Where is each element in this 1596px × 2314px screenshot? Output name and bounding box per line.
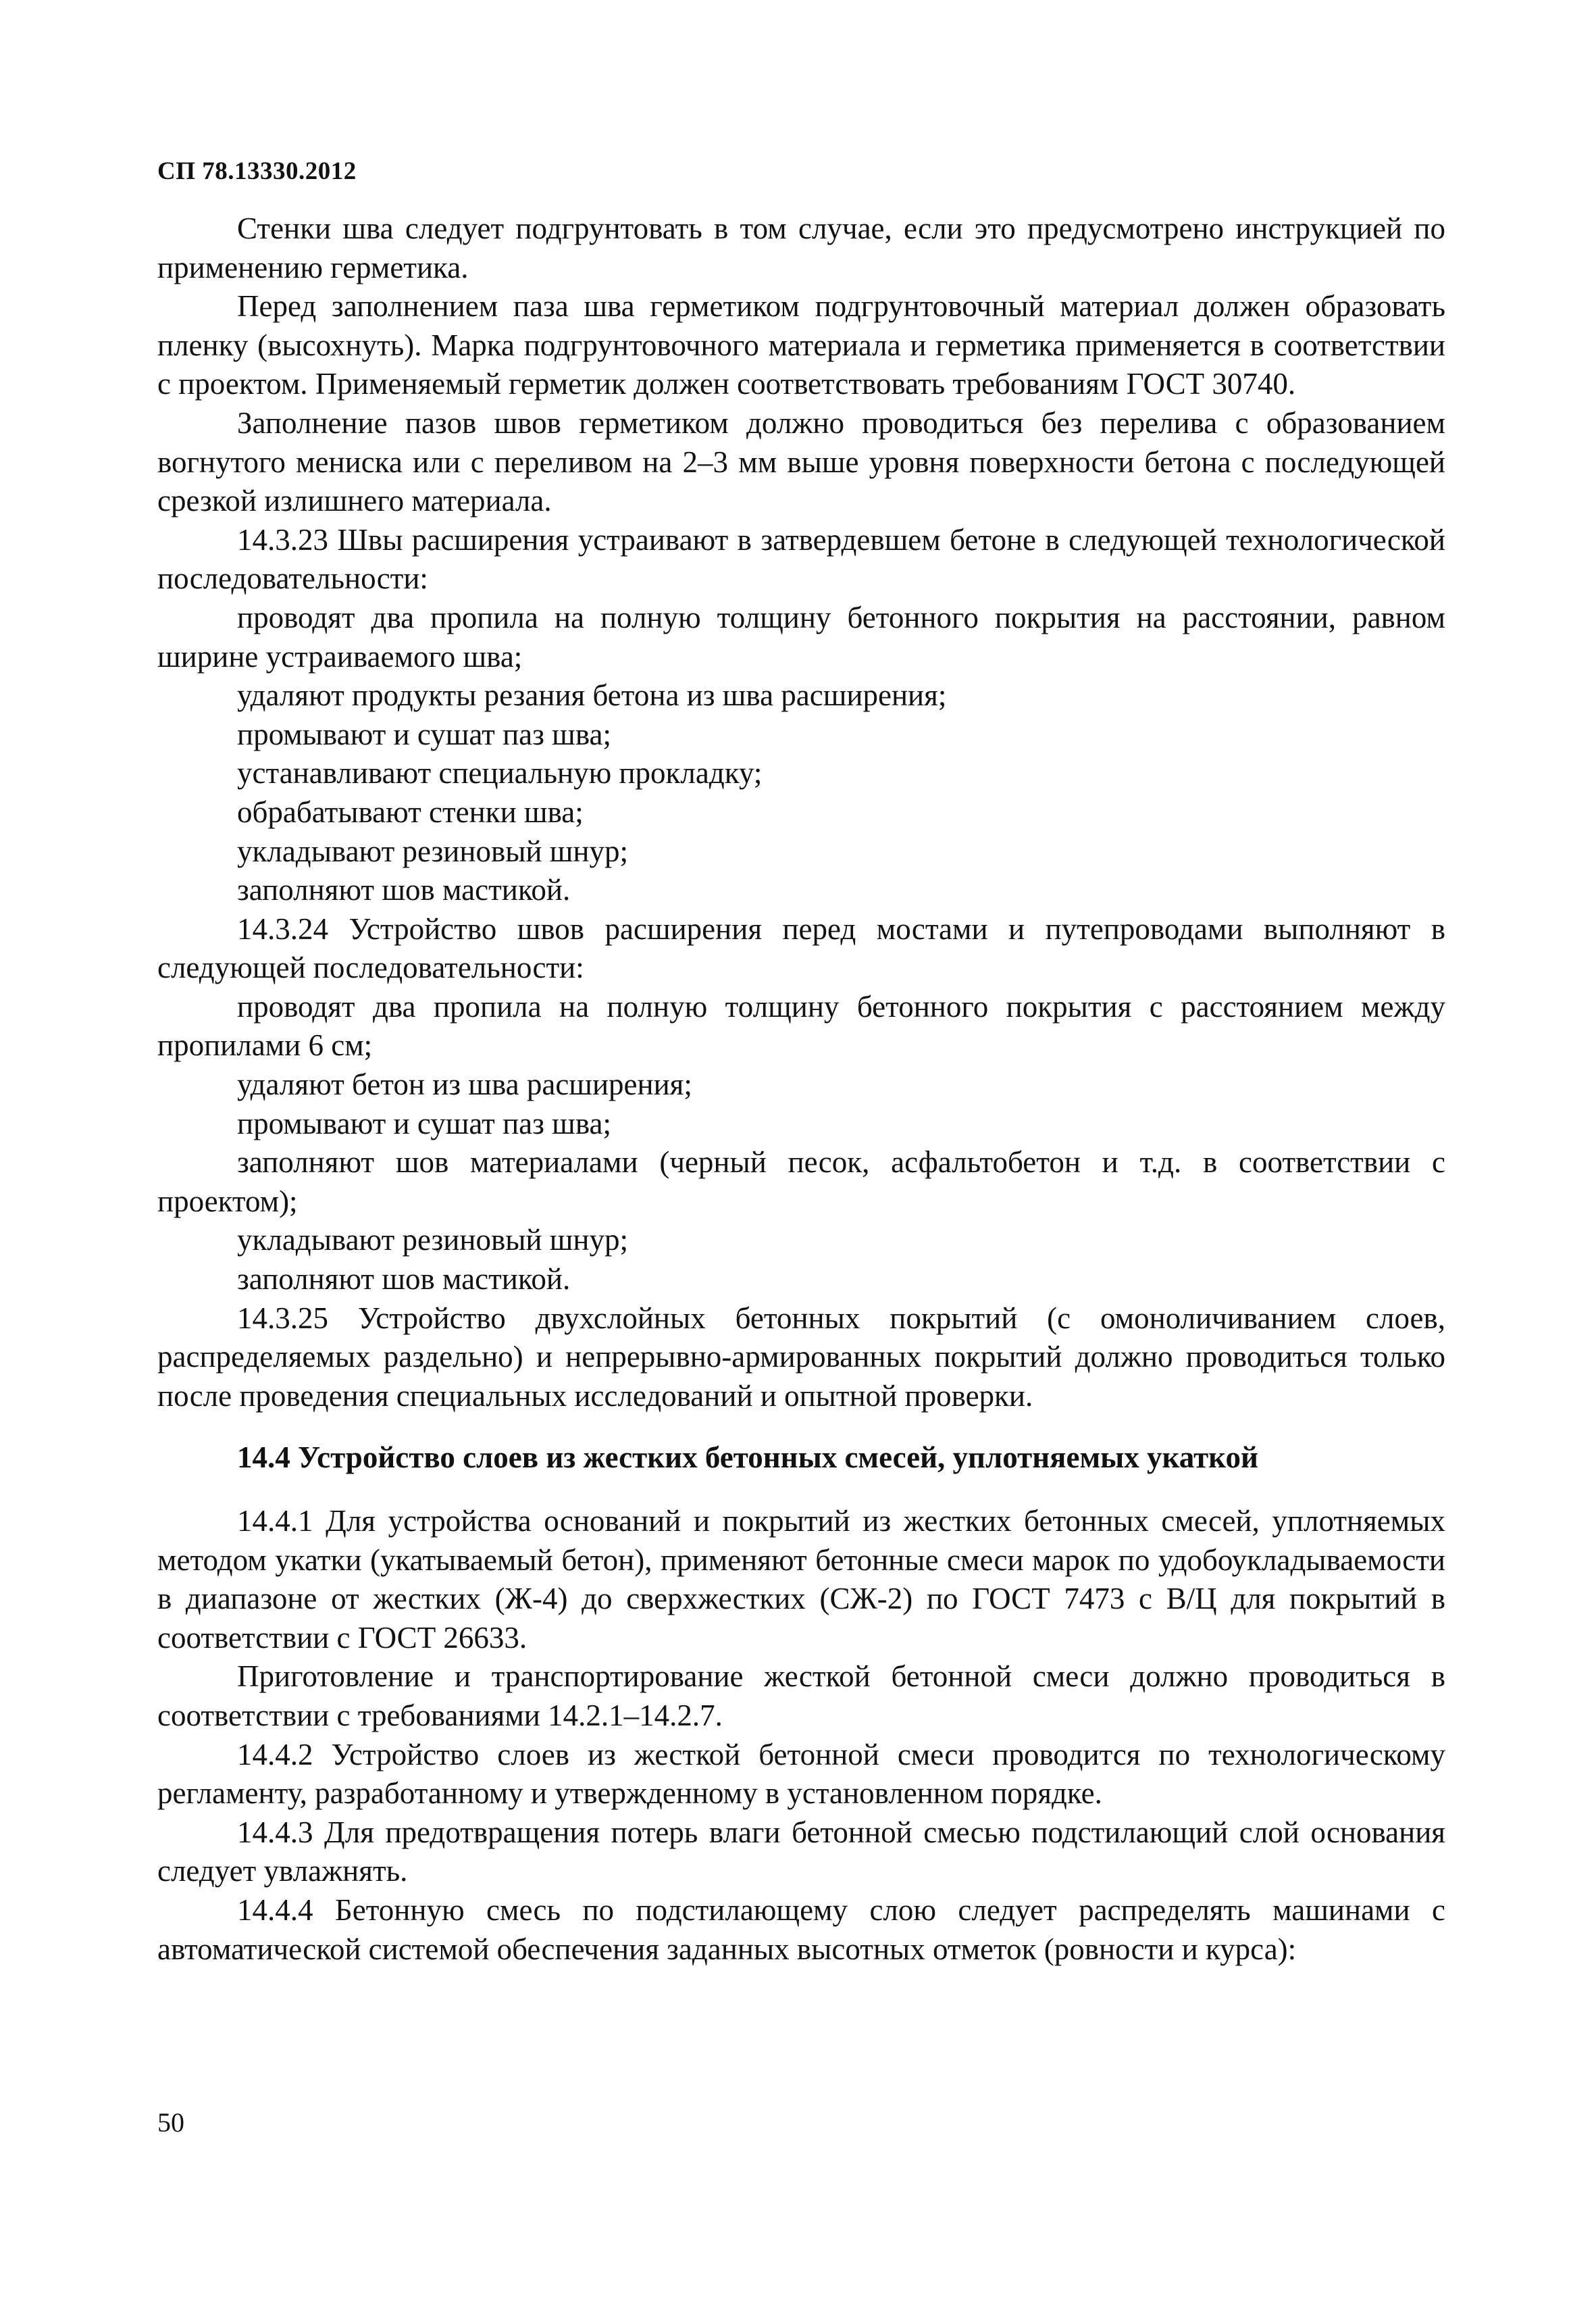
paragraph: Приготовление и транспортирование жесткой бетонной смеси должно проводиться в соответствии с требованиями 14.2.1–14.2.7. bbox=[157, 1659, 1445, 1732]
list-item: обрабатывают стенки шва; bbox=[237, 795, 584, 829]
paragraph: Перед заполнением паза шва герметиком подгрунтовочный материал должен образовать пленку (высохнуть). Марка подгрунтовочного материала и герметика применяется в соответствии с проектом. Применяемый герметик должен соответствовать требованиям ГОСТ 30740. bbox=[157, 289, 1445, 401]
list-item: укладывают резиновый шнур; bbox=[237, 834, 629, 868]
clause-14-3-23: 14.3.23 Швы расширения устраивают в затвердевшем бетоне в следующей технологической последовательности: bbox=[157, 522, 1445, 596]
document-body bbox=[157, 209, 1445, 1969]
list-item: заполняют шов мастикой. bbox=[237, 873, 571, 907]
list-item: удаляют бетон из шва расширения; bbox=[237, 1067, 692, 1102]
list-item: устанавливают специальную прокладку; bbox=[237, 756, 763, 790]
list-item: удаляют продукты резания бетона из шва расширения; bbox=[237, 678, 947, 713]
list-item: заполняют шов мастикой. bbox=[237, 1262, 571, 1297]
clause-14-3-25: 14.3.25 Устройство двухслойных бетонных покрытий (с омоноличиванием слоев, распределяемых раздельно) и непрерывно-армированных покрытий должно проводиться только после проведения специальных исследований и опытной проверки. bbox=[157, 1301, 1445, 1413]
clause-14-4-3: 14.4.3 Для предотвращения потерь влаги бетонной смесью подстилающий слой основания следует увлажнять. bbox=[157, 1815, 1445, 1888]
list-item: проводят два пропила на полную толщину бетонного покрытия на расстоянии, равном ширине устраиваемого шва; bbox=[157, 600, 1445, 674]
list-item: промывают и сушат паз шва; bbox=[237, 1106, 611, 1140]
paragraph: Заполнение пазов швов герметиком должно проводиться без перелива с образованием вогнутого мениска или с переливом на 2–3 мм выше уровня поверхности бетона с последующей срезкой излишнего материала. bbox=[157, 405, 1445, 518]
document-code: СП 78.13330.2012 bbox=[157, 157, 357, 185]
clause-14-4-2: 14.4.2 Устройство слоев из жесткой бетонной смеси проводится по технологическому регламенту, разработанному и утвержденному в установленном порядке. bbox=[157, 1737, 1445, 1811]
section-heading: 14.4 Устройство слоев из жестких бетонных смесей, уплотняемых укаткой bbox=[237, 1440, 1258, 1475]
clause-14-4-4: 14.4.4 Бетонную смесь по подстилающему слою следует распределять машинами с автоматической системой обеспечения заданных высотных отметок (ровности и курса): bbox=[157, 1892, 1445, 1966]
paragraph: Стенки шва следует подгрунтовать в том случае, если это предусмотрено инструкцией по применению герметика. bbox=[157, 211, 1445, 284]
list-item: проводят два пропила на полную толщину бетонного покрытия с расстоянием между пропилами 6 см; bbox=[157, 989, 1445, 1063]
page-number: 50 bbox=[157, 2107, 184, 2138]
clause-14-3-24: 14.3.24 Устройство швов расширения перед мостами и путепроводами выполняют в следующей последовательности: bbox=[157, 911, 1445, 985]
list-item: заполняют шов материалами (черный песок, асфальтобетон и т.д. в соответствии с проектом); bbox=[157, 1145, 1445, 1218]
list-item: укладывают резиновый шнур; bbox=[237, 1223, 629, 1257]
clause-14-4-1: 14.4.1 Для устройства оснований и покрытий из жестких бетонных смесей, уплотняемых методом укатки (укатываемый бетон), применяют бетонные смеси марок по удобоукладываемости в диапазоне от жестких (Ж-4) до сверхжестких (СЖ-2) по ГОСТ 7473 с В/Ц для покрытий в соответствии с ГОСТ 26633. bbox=[157, 1504, 1445, 1655]
list-item: промывают и сушат паз шва; bbox=[237, 717, 611, 751]
